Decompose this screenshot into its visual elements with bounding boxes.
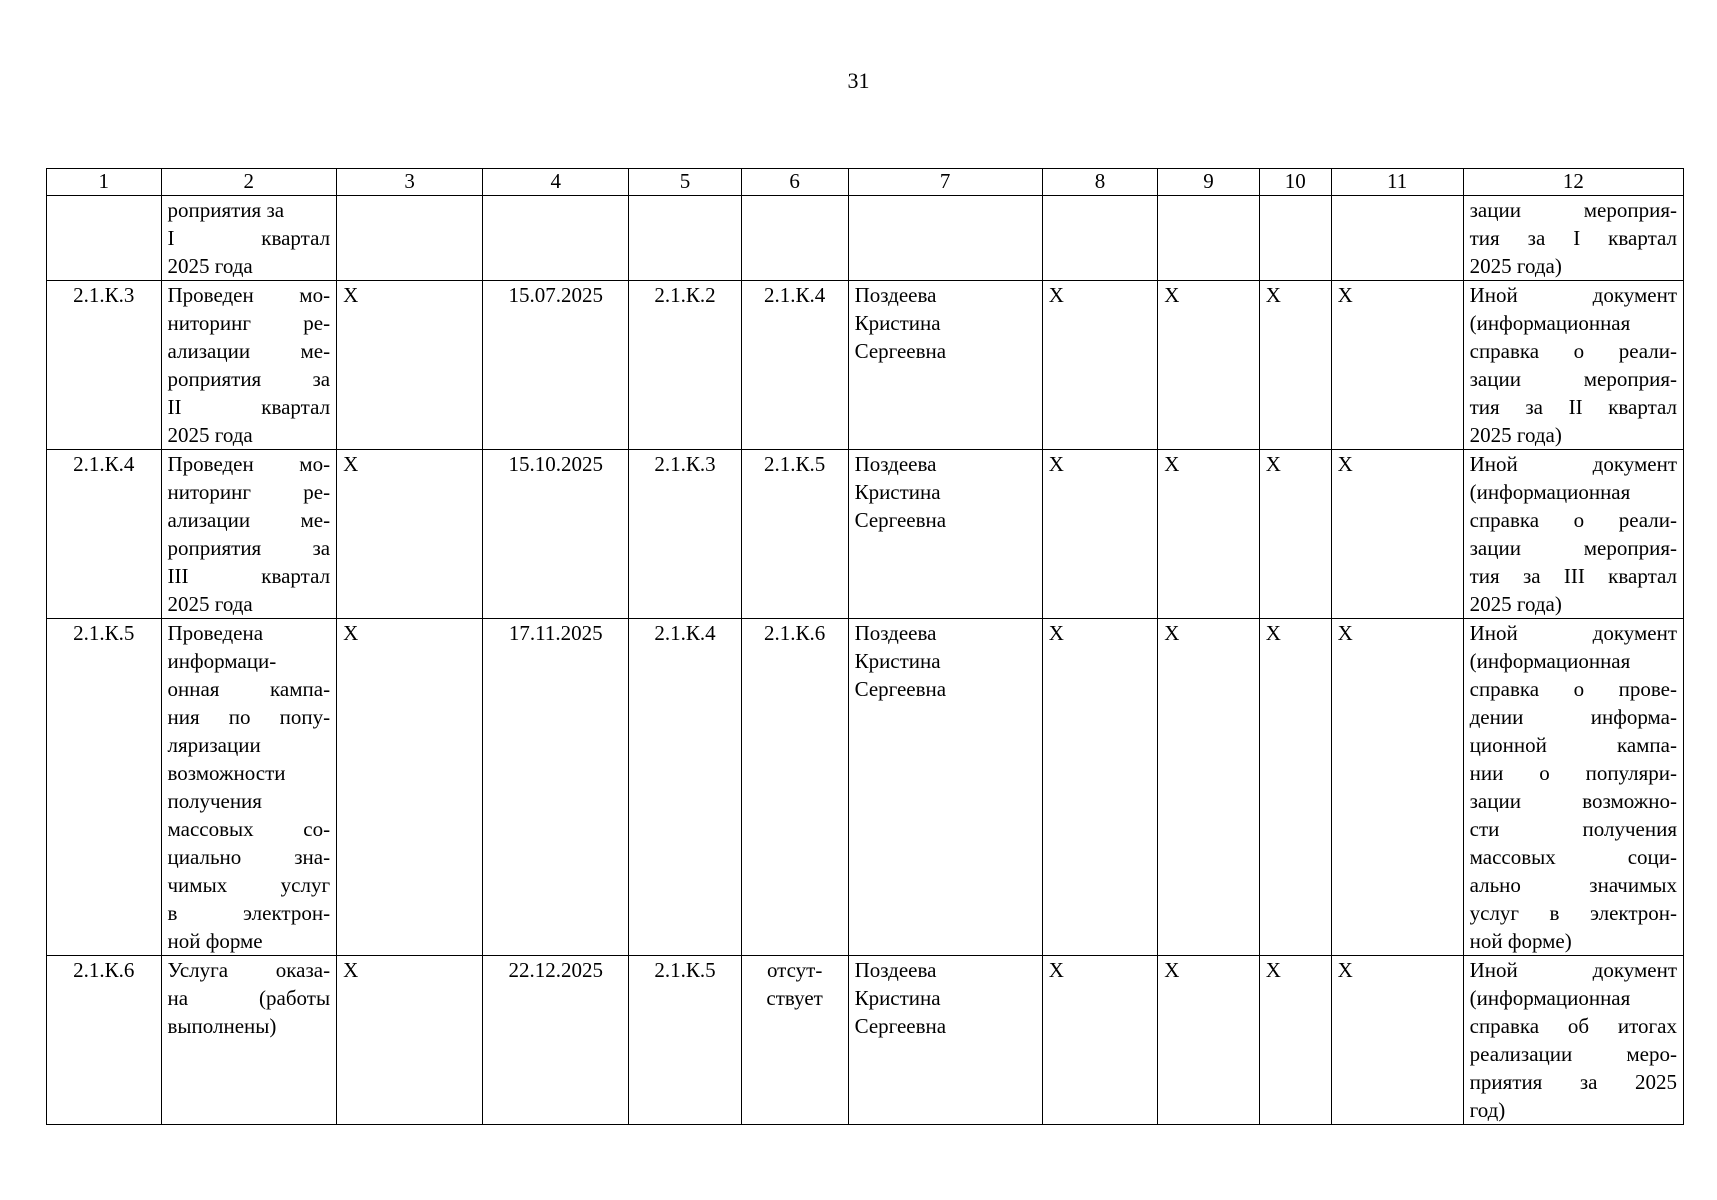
text-line: ализации ме- — [167, 508, 331, 532]
cell-date: 15.10.2025 — [483, 450, 629, 619]
cell-id — [47, 196, 162, 281]
cell-empty — [483, 196, 629, 281]
text-line: ниторинг ре- — [167, 480, 331, 504]
cell-mark: Х — [1259, 450, 1331, 619]
cell-id: 2.1.К.5 — [47, 619, 162, 956]
cell-mark: Х — [1259, 281, 1331, 450]
text-line: (информационная — [1469, 649, 1631, 673]
page-number: 31 — [847, 68, 870, 93]
cell-date: 22.12.2025 — [483, 956, 629, 1125]
text-line: получения — [167, 789, 262, 813]
cell-empty — [629, 196, 741, 281]
text-line: Иной документ — [1469, 452, 1677, 476]
cell-mark: Х — [1259, 956, 1331, 1125]
text-line: ляризации — [167, 733, 261, 757]
cell-document — [1463, 196, 1683, 281]
text-line: роприятия за — [167, 536, 331, 560]
cell-document — [1463, 281, 1683, 450]
cell-name — [161, 281, 337, 450]
cell-mark: Х — [1331, 619, 1463, 956]
text-line: Кристина — [854, 311, 941, 335]
column-number: 3 — [337, 169, 483, 196]
table-row — [47, 956, 1684, 1125]
cell-prev: 2.1.К.2 — [629, 281, 741, 450]
text-line: в электрон- — [167, 901, 331, 925]
cell-mark: Х — [1158, 619, 1259, 956]
cell-mark: Х — [1259, 619, 1331, 956]
text-line: ально значимых — [1469, 873, 1677, 897]
text-line: ционной кампа- — [1469, 733, 1677, 757]
text-line: справка о реали- — [1469, 339, 1677, 363]
text-line: год) — [1469, 1098, 1506, 1122]
text-line: приятия за 2025 — [1469, 1070, 1677, 1094]
text-line: справка о реали- — [1469, 508, 1677, 532]
table-row — [47, 619, 1684, 956]
text-line: тия за III квартал — [1469, 564, 1677, 588]
text-line: возможности — [167, 761, 286, 785]
table-row — [47, 281, 1684, 450]
text-line: Поздеева — [854, 958, 937, 982]
cell-prev: 2.1.К.4 — [629, 619, 741, 956]
cell-document — [1463, 450, 1683, 619]
cell-mark: Х — [1158, 956, 1259, 1125]
text-line: ной форме) — [1469, 929, 1572, 953]
text-line: Сергеевна — [854, 677, 947, 701]
cell-mark: Х — [1042, 450, 1158, 619]
text-line: 2025 года) — [1469, 423, 1562, 447]
text-line: справка о прове- — [1469, 677, 1677, 701]
text-line: Поздеева — [854, 621, 937, 645]
cell-mark: Х — [1331, 281, 1463, 450]
control-points-table — [46, 168, 1684, 1125]
cell-responsible — [848, 281, 1042, 450]
text-line: ниторинг ре- — [167, 311, 331, 335]
column-number: 10 — [1259, 169, 1331, 196]
text-line: Проведен мо- — [167, 283, 331, 307]
column-number: 6 — [741, 169, 848, 196]
cell-mark: Х — [1042, 956, 1158, 1125]
text-line: сти получения — [1469, 817, 1677, 841]
cell-id: 2.1.К.3 — [47, 281, 162, 450]
column-number: 1 — [47, 169, 162, 196]
cell-name — [161, 196, 337, 281]
cell-id: 2.1.К.6 — [47, 956, 162, 1125]
text-line: дении информа- — [1469, 705, 1677, 729]
text-line: зации возможно- — [1469, 789, 1677, 813]
text-line: 2025 года — [167, 592, 253, 616]
cell-document — [1463, 956, 1683, 1125]
text-line: онная кампа- — [167, 677, 331, 701]
text-line: тия за II квартал — [1469, 395, 1677, 419]
cell-responsible — [848, 450, 1042, 619]
text-line: зации мероприя- — [1469, 367, 1677, 391]
text-line: III квартал — [167, 564, 331, 588]
cell-responsible — [848, 619, 1042, 956]
cell-document — [1463, 619, 1683, 956]
cell-prev: 2.1.К.3 — [629, 450, 741, 619]
cell-empty — [741, 196, 848, 281]
cell-empty — [1331, 196, 1463, 281]
cell-next: 2.1.К.4 — [741, 281, 848, 450]
cell-empty — [1158, 196, 1259, 281]
cell-mark: Х — [1042, 619, 1158, 956]
text-line: (информационная — [1469, 986, 1631, 1010]
cell-mark: Х — [1331, 450, 1463, 619]
text-line: I квартал — [167, 226, 331, 250]
text-line: информаци- — [167, 649, 277, 673]
column-number: 11 — [1331, 169, 1463, 196]
text-line: отсут- — [766, 958, 823, 982]
text-line: II квартал — [167, 395, 331, 419]
text-line: ствует — [766, 986, 823, 1010]
table-row — [47, 450, 1684, 619]
text-line: Поздеева — [854, 283, 937, 307]
text-line: ализации ме- — [167, 339, 331, 363]
text-line: (информационная — [1469, 480, 1631, 504]
text-line: зации мероприя- — [1469, 198, 1677, 222]
text-line: Поздеева — [854, 452, 937, 476]
column-number: 7 — [848, 169, 1042, 196]
column-number: 12 — [1463, 169, 1683, 196]
text-line: реализации меро- — [1469, 1042, 1677, 1066]
cell-name — [161, 450, 337, 619]
cell-mark: Х — [1331, 956, 1463, 1125]
cell-prev: 2.1.К.5 — [629, 956, 741, 1125]
text-line: на (работы — [167, 986, 331, 1010]
text-line: Услуга оказа- — [167, 958, 331, 982]
text-line: Сергеевна — [854, 1014, 947, 1038]
cell-mark: Х — [1042, 281, 1158, 450]
cell-mark: Х — [1158, 450, 1259, 619]
text-line: тия за I квартал — [1469, 226, 1677, 250]
cell-mark: Х — [337, 619, 483, 956]
column-number: 4 — [483, 169, 629, 196]
continuation-row — [47, 196, 1684, 281]
cell-date: 15.07.2025 — [483, 281, 629, 450]
text-line: Иной документ — [1469, 621, 1677, 645]
cell-empty — [1259, 196, 1331, 281]
cell-mark: Х — [337, 281, 483, 450]
text-line: Иной документ — [1469, 283, 1677, 307]
text-line: Кристина — [854, 480, 941, 504]
column-number: 5 — [629, 169, 741, 196]
text-line: Проведена — [167, 621, 264, 645]
cell-name — [161, 956, 337, 1125]
text-line: нии о популяри- — [1469, 761, 1677, 785]
cell-empty — [1042, 196, 1158, 281]
cell-empty — [848, 196, 1042, 281]
text-line: зации мероприя- — [1469, 536, 1677, 560]
cell-date: 17.11.2025 — [483, 619, 629, 956]
cell-next — [741, 956, 848, 1125]
column-number: 2 — [161, 169, 337, 196]
cell-responsible — [848, 956, 1042, 1125]
text-line: 2025 года — [167, 254, 253, 278]
cell-id: 2.1.К.4 — [47, 450, 162, 619]
text-line: (информационная — [1469, 311, 1631, 335]
text-line: Кристина — [854, 649, 941, 673]
text-line: Сергеевна — [854, 339, 947, 363]
text-line: ния по попу- — [167, 705, 331, 729]
column-number: 9 — [1158, 169, 1259, 196]
text-line: 2025 года) — [1469, 592, 1562, 616]
text-line: выполнены) — [167, 1014, 277, 1038]
cell-next: 2.1.К.6 — [741, 619, 848, 956]
text-line: Проведен мо- — [167, 452, 331, 476]
text-line: роприятия за — [167, 198, 285, 222]
text-line: Сергеевна — [854, 508, 947, 532]
cell-name — [161, 619, 337, 956]
column-number-row — [47, 169, 1684, 196]
text-line: массовых соци- — [1469, 845, 1677, 869]
text-line: циально зна- — [167, 845, 331, 869]
cell-empty — [337, 196, 483, 281]
text-line: чимых услуг — [167, 873, 331, 897]
text-line: ной форме — [167, 929, 263, 953]
cell-mark: Х — [337, 956, 483, 1125]
cell-mark: Х — [337, 450, 483, 619]
text-line: массовых со- — [167, 817, 331, 841]
column-number: 8 — [1042, 169, 1158, 196]
text-line: 2025 года — [167, 423, 253, 447]
text-line: 2025 года) — [1469, 254, 1562, 278]
text-line: справка об итогах — [1469, 1014, 1677, 1038]
cell-mark: Х — [1158, 281, 1259, 450]
text-line: услуг в электрон- — [1469, 901, 1677, 925]
text-line: роприятия за — [167, 367, 331, 391]
text-line: Иной документ — [1469, 958, 1677, 982]
cell-next: 2.1.К.5 — [741, 450, 848, 619]
text-line: Кристина — [854, 986, 941, 1010]
